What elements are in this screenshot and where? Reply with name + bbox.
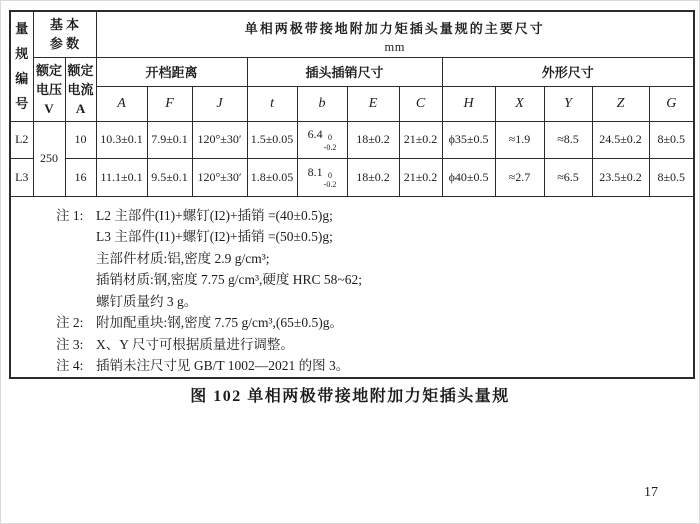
cell-l2-Z: 24.5±0.2 (592, 121, 649, 158)
table-title-cell (96, 11, 694, 57)
tolerance-lower: -0.2 (323, 180, 337, 189)
var-header-G: G (649, 86, 694, 121)
note-text: 插销材质:钢,密度 7.75 g/cm³,硬度 HRC 58~62; (96, 272, 362, 287)
note-text: 附加配重块:钢,密度 7.75 g/cm³,(65±0.5)g。 (96, 315, 343, 330)
cell-l2-C: 21±0.2 (399, 121, 442, 158)
basic-params-header: 基 本 参 数 (33, 11, 96, 57)
cell-l2-current: 10 (65, 121, 96, 158)
cell-l2-b (297, 121, 347, 158)
note-text: 螺钉质量约 3 g。 (96, 293, 198, 309)
cell-l2-F: 7.9±0.1 (147, 121, 192, 158)
var-header-Z: Z (592, 86, 649, 121)
tolerance-upper: 0 (328, 170, 332, 180)
figure-caption: 图 102 单相两极带接地附加力矩插头量规 (190, 388, 510, 405)
note-text: 主部件材质:铝,密度 2.9 g/cm³; (96, 250, 270, 266)
cell-l2-A: 10.3±0.1 (96, 121, 147, 158)
var-header-A: A (96, 86, 147, 121)
var-header-F: F (147, 86, 192, 121)
cell-l3-current: 16 (65, 158, 96, 196)
cell-l3-A: 11.1±0.1 (96, 158, 147, 196)
var-header-H: H (442, 86, 495, 121)
note-text: L3 主部件(I1)+螺钉(I2)+插销 =(50±0.5)g; (96, 229, 333, 244)
note-label: 注 4: (56, 358, 84, 373)
note-line (56, 334, 687, 356)
notes-block (10, 196, 694, 378)
cell-shared-voltage: 250 (33, 121, 65, 196)
note-label: 注 3: (56, 336, 84, 352)
cell-l3-J: 120°±30′ (192, 158, 247, 196)
note-label: 注 1: (56, 207, 84, 223)
var-header-b: b (297, 86, 347, 121)
tolerance-stack (324, 171, 337, 189)
rated-current-header: 额定 电流 A (65, 57, 96, 121)
cell-l2-X: ≈1.9 (495, 121, 544, 158)
cell-l2-H: ϕ35±0.5 (442, 121, 495, 158)
cell-l3-Y: ≈6.5 (544, 158, 592, 196)
gauge-number-header: 量 规 编 号 (10, 11, 33, 121)
note-label: 注 2: (56, 315, 84, 330)
cell-l2-Y: ≈8.5 (544, 121, 592, 158)
note-line (56, 205, 687, 227)
table-row (10, 158, 694, 196)
cell-l3-t: 1.8±0.05 (247, 158, 297, 196)
note-line (56, 269, 687, 291)
note-line (56, 226, 687, 248)
note-line (56, 312, 687, 334)
cell-l3-E: 18±0.2 (347, 158, 399, 196)
var-header-X: X (495, 86, 544, 121)
page-number: 17 (644, 485, 658, 500)
table-row (10, 121, 694, 158)
tolerance-main: 8.1 (307, 164, 323, 179)
table-unit: mm (384, 40, 405, 55)
note-line (56, 248, 687, 270)
group-pin-dimensions: 插头插销尺寸 (247, 57, 442, 86)
group-opening-distance: 开档距离 (96, 57, 247, 86)
cell-l3-H: ϕ40±0.5 (442, 158, 495, 196)
cell-l3-id: L3 (10, 158, 33, 196)
var-header-J: J (192, 86, 247, 121)
note-text: 插销未注尺寸见 GB/T 1002—2021 的图 3。 (96, 358, 350, 373)
cell-l3-Z: 23.5±0.2 (592, 158, 649, 196)
cell-l3-C: 21±0.2 (399, 158, 442, 196)
tolerance-upper: 0 (328, 133, 332, 143)
group-outline-dimensions: 外形尺寸 (442, 57, 694, 86)
dimension-table (9, 10, 695, 379)
cell-l2-G: 8±0.5 (649, 121, 694, 158)
cell-l3-b (297, 158, 347, 196)
note-line (56, 355, 687, 377)
var-header-t: t (247, 86, 297, 121)
note-text: X、Y 尺寸可根据质量进行调整。 (96, 336, 294, 352)
note-text: L2 主部件(I1)+螺钉(I2)+插销 =(40±0.5)g; (96, 207, 333, 223)
cell-l2-J: 120°±30′ (192, 121, 247, 158)
tolerance-stack (324, 133, 337, 151)
cell-l2-E: 18±0.2 (347, 121, 399, 158)
cell-l2-id: L2 (10, 121, 33, 158)
tolerance-lower: -0.2 (323, 142, 337, 152)
var-header-C: C (399, 86, 442, 121)
cell-l2-t: 1.5±0.05 (247, 121, 297, 158)
cell-l3-F: 9.5±0.1 (147, 158, 192, 196)
tolerance-main: 6.4 (307, 127, 323, 142)
var-header-Y: Y (544, 86, 592, 121)
cell-l3-X: ≈2.7 (495, 158, 544, 196)
var-header-E: E (347, 86, 399, 121)
rated-voltage-header: 额定 电压 V (33, 57, 65, 121)
cell-l3-G: 8±0.5 (649, 158, 694, 196)
note-line (56, 291, 687, 313)
table-title: 单相两极带接地附加力矩插头量规的主要尺寸 (244, 21, 545, 37)
